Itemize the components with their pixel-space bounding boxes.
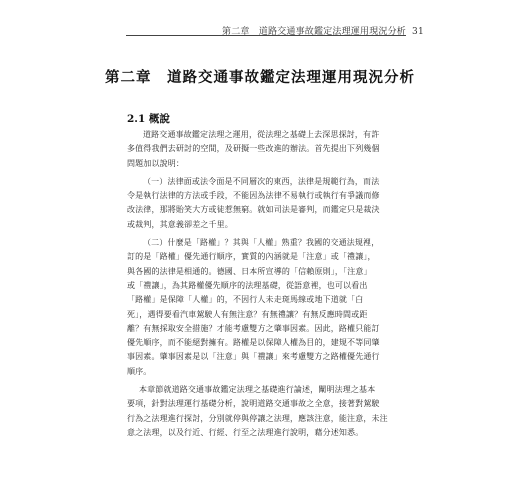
paragraph-line: 問題加以說明：	[127, 158, 185, 168]
paragraph-line: 道路交通事故鑑定法理之運用，從法理之基礎上去深思探討，有許	[143, 130, 380, 139]
paragraph-line: 意之法理，以及行近、行經、行至之法理進行說明，藉分述知悉。	[127, 427, 364, 437]
paragraph-intro	[127, 128, 407, 171]
paragraph-line: （二）什麼是「路權」？其與「人權」熟重？我國的交通法規裡，	[143, 238, 380, 248]
paragraph-line: 本章節就道路交通事故鑑定法理之基礎進行論述，闡明法理之基本	[139, 385, 376, 395]
paragraph-line: 或「禮讓」，為其路權優先順序的法理基礎，從語意裡，也可以看出	[127, 280, 368, 290]
paragraph-law-vs-regulation	[127, 175, 407, 232]
paragraph-line: （一）法律面或法令面是不同層次的東西，法律是規範行為，而法	[143, 176, 380, 186]
paragraph-line: 順序。	[127, 366, 152, 376]
paragraph-right-of-way	[127, 236, 407, 379]
paragraph-line: 離？有無採取安全措施？才能考慮雙方之肇事因素。因此，路權只能訂	[127, 323, 380, 333]
paragraph-chapter-overview	[127, 383, 407, 440]
paragraph-line: 訂的是「路權」優先通行順序，實質的內涵就是「注意」或「禮讓」，	[127, 252, 376, 262]
paragraph-line: 「路權」是保障「人權」的，不因行人未走斑馬線或地下道就「白	[127, 295, 364, 305]
paragraph-line: 改法律，那將貽笑大方或徒惹無窮。就如司法是審判，而鑑定只是裁決	[127, 205, 380, 215]
paragraph-line: 要項，針對法理運行基礎分析，說明道路交通事故之全意，接著對駕駛	[127, 399, 380, 409]
paragraph-line: 優先順序，而不能絕對擁有。路權是以保障人權為目的，建規不等同肇	[127, 338, 380, 348]
paragraph-line: 與各國的法律是相通的。德國、日本所宣導的「信賴原則」，「注意」	[127, 266, 372, 276]
header-rule	[126, 35, 406, 36]
body-text	[127, 128, 407, 440]
paragraph-line: 令是執行法律的方法或手段，不能因為法律不易執行或執行有爭議而修	[127, 191, 380, 201]
running-header-title: 第二章 道路交通事故鑑定法理運用現況分析	[222, 27, 407, 37]
paragraph-line: 或裁判，其意義卻差之千里。	[127, 219, 233, 229]
chapter-title: 第二章 道路交通事故鑑定法理運用現況分析	[105, 69, 415, 86]
paragraph-line: 行為之法理進行探討，分別就停與停讓之法理，應該注意，能注意，未注	[127, 413, 388, 423]
paragraph-line: 多值得我們去研討的空間，及研擬一些改進的辦法。首先提出下列幾個	[127, 144, 380, 154]
section-heading: 2.1 概說	[127, 113, 170, 125]
page-number: 31	[412, 27, 424, 37]
paragraph-line: 事因素。肇事因素是以「注意」與「禮讓」來考慮雙方之路權優先通行	[127, 352, 380, 362]
paragraph-line: 死」，遇得要看汽車駕駛人有無注意？有無禮讓？有無反應時間或距	[127, 309, 368, 319]
